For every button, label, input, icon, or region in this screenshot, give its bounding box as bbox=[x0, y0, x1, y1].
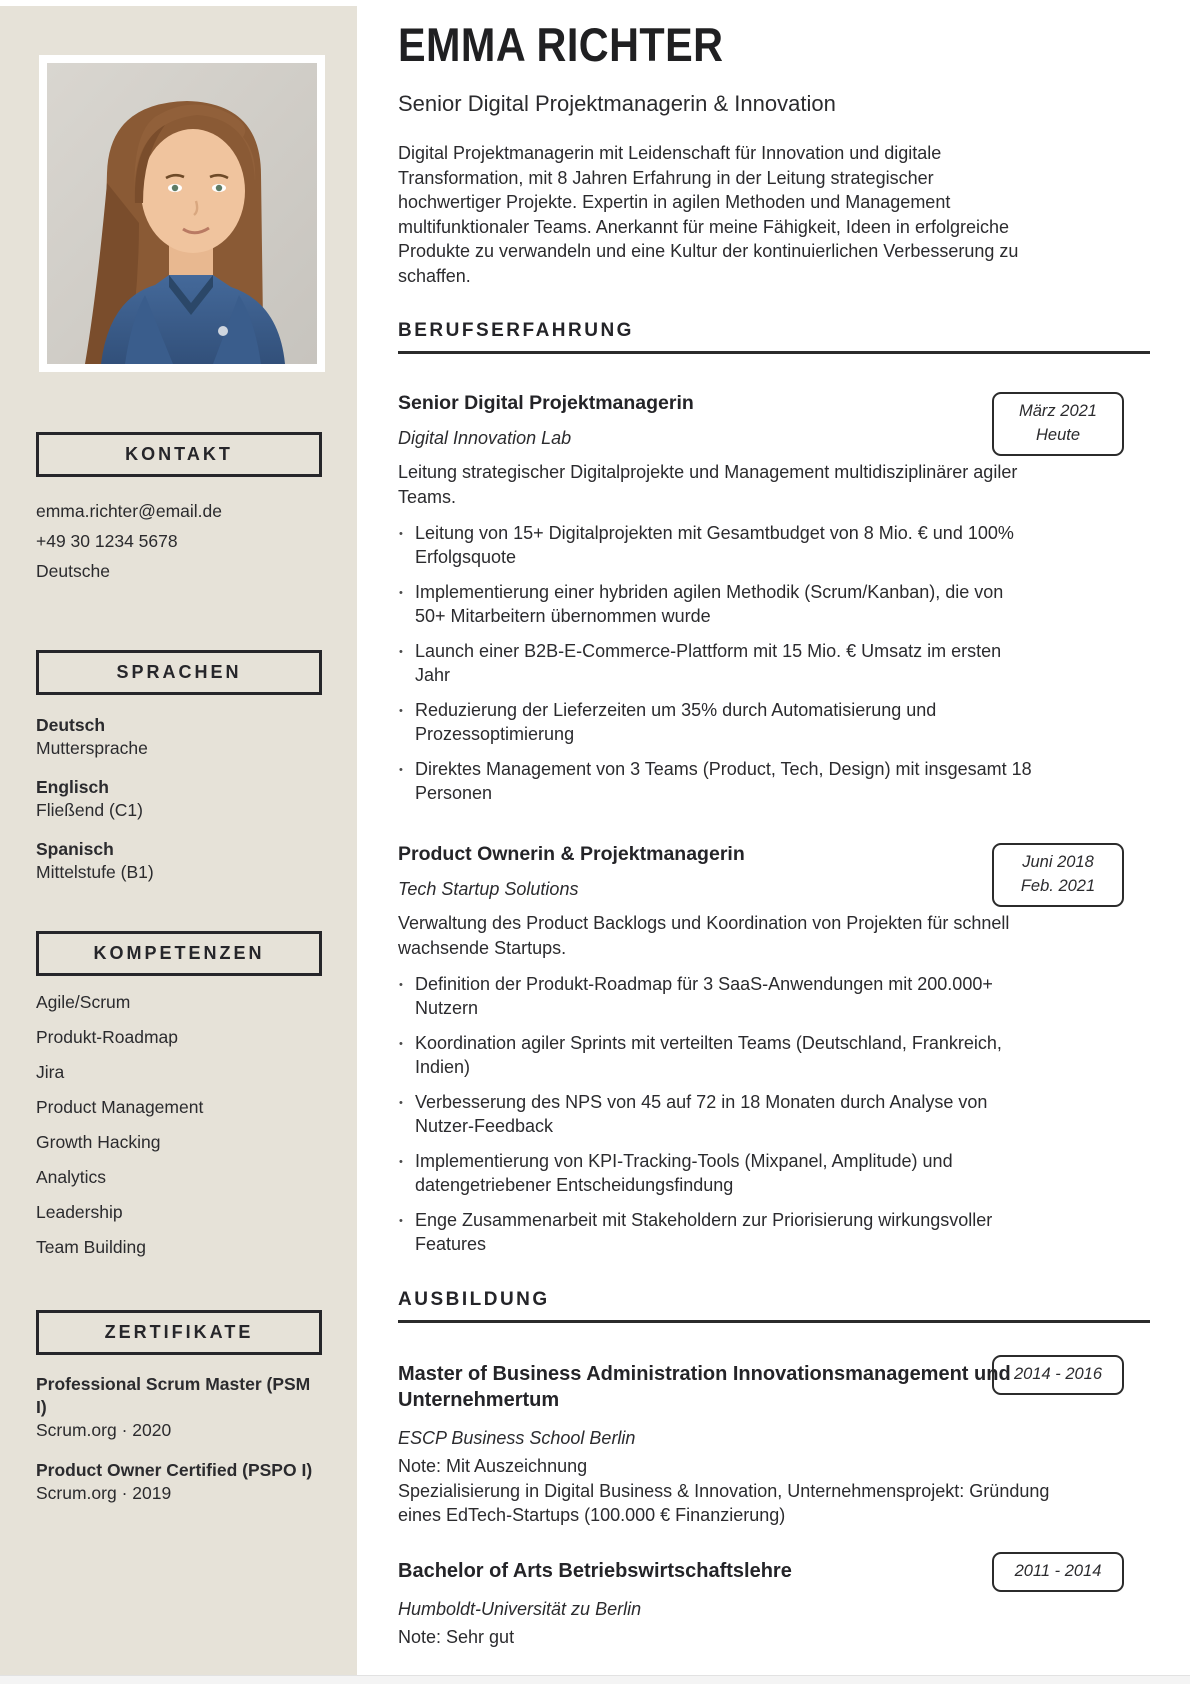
skills-section-title: KOMPETENZEN bbox=[36, 931, 322, 976]
education-degree: Bachelor of Arts Betriebswirtschaftslehre bbox=[398, 1559, 792, 1582]
certificate-name: Professional Scrum Master (PSM I) bbox=[36, 1374, 311, 1417]
certificate-item bbox=[36, 1373, 322, 1441]
education-dates: 2014 - 2016 bbox=[1013, 1364, 1103, 1383]
job-bullets bbox=[398, 973, 1150, 1256]
skill-item: Team Building bbox=[36, 1237, 146, 1258]
language-name: Deutsch bbox=[36, 715, 106, 736]
skill-item: Jira bbox=[36, 1062, 65, 1083]
job-bullet: • Verbesserung des NPS von 45 auf 72 in 18 Monaten durch Analyse von Nutzer-Feedback bbox=[398, 1091, 1035, 1139]
job-bullet: • Reduzierung der Lieferzeiten um 35% durch Automatisierung und Prozessoptimierung bbox=[398, 699, 1035, 747]
experience-section-title: BERUFSERFAHRUNG bbox=[398, 320, 1150, 354]
profile-summary: Digital Projektmanagerin mit Leidenschaft für Innovation und digitale Transformation, mit 8 Jahren Erfahrung in der Leitung strategischer hochwertiger Projekte. Expertin in agilen Methoden und Management multifunktionaler Teams. Anerkannt für meine Fähigkeit, Ideen in erfolgreiche Produkte zu verwandeln und eine Kultur der kontinuierlichen Verbesserung zu schaffen. bbox=[398, 143, 1019, 286]
job-entry bbox=[398, 392, 1150, 805]
skill-item: Analytics bbox=[36, 1167, 107, 1188]
job-bullet: • Definition der Produkt-Roadmap für 3 SaaS-Anwendungen mit 200.000+ Nutzern bbox=[398, 973, 1035, 1021]
page-edge bbox=[0, 1675, 1190, 1684]
job-bullet: • Leitung von 15+ Digitalprojekten mit Gesamtbudget von 8 Mio. € und 100% Erfolgsquote bbox=[398, 522, 1035, 570]
language-item bbox=[36, 777, 322, 821]
job-company: Tech Startup Solutions bbox=[398, 879, 579, 900]
contact-email: emma.richter@email.de bbox=[36, 501, 223, 521]
contact-nationality: Deutsche bbox=[36, 560, 110, 581]
certificate-detail: Scrum.org · 2019 bbox=[36, 1483, 172, 1504]
candidate-name bbox=[398, 20, 1150, 69]
job-company: Digital Innovation Lab bbox=[398, 428, 572, 449]
languages-list bbox=[36, 715, 322, 883]
job-bullet: • Direktes Management von 3 Teams (Product, Tech, Design) mit insgesamt 18 Personen bbox=[398, 758, 1035, 806]
education-details: Spezialisierung in Digital Business & Innovation, Unternehmensprojekt: Gründung eines EdTech-Startups (100.000 € Finanzierung) bbox=[398, 1480, 1050, 1526]
job-description: Verwaltung des Product Backlogs und Koordination von Projekten für schnell wachsende Startups. bbox=[398, 913, 1010, 958]
contact-section-title: KONTAKT bbox=[36, 432, 322, 477]
education-date-badge bbox=[992, 1552, 1124, 1592]
education-date-badge bbox=[992, 1355, 1124, 1395]
skill-item: Produkt-Roadmap bbox=[36, 1027, 179, 1048]
education-dates: 2011 - 2014 bbox=[1014, 1561, 1102, 1580]
language-level: Mittelstufe (B1) bbox=[36, 862, 154, 883]
certificate-name: Product Owner Certified (PSPO I) bbox=[36, 1460, 313, 1481]
job-bullet: • Implementierung von KPI-Tracking-Tools (Mixpanel, Amplitude) und datengetriebener Entscheidungsfindung bbox=[398, 1150, 1035, 1198]
job-date-start: Juni 2018 bbox=[1022, 853, 1094, 872]
language-level: Fließend (C1) bbox=[36, 800, 143, 821]
certificate-detail: Scrum.org · 2020 bbox=[36, 1420, 172, 1441]
language-name: Englisch bbox=[36, 777, 109, 798]
languages-section-title: SPRACHEN bbox=[36, 650, 322, 695]
job-date-start: März 2021 bbox=[1019, 402, 1097, 421]
job-bullet: • Enge Zusammenarbeit mit Stakeholdern zur Priorisierung wirkungsvoller Features bbox=[398, 1209, 1035, 1257]
contact-lines bbox=[36, 497, 322, 586]
skill-item: Agile/Scrum bbox=[36, 992, 131, 1013]
job-date-badge bbox=[992, 843, 1124, 907]
language-name: Spanisch bbox=[36, 839, 114, 860]
language-item bbox=[36, 715, 322, 759]
profile-photo-illustration bbox=[47, 63, 317, 364]
certificate-item bbox=[36, 1459, 322, 1504]
job-date-end: Heute bbox=[1035, 426, 1081, 445]
job-bullet: • Koordination agiler Sprints mit verteilten Teams (Deutschland, Frankreich, Indien) bbox=[398, 1032, 1035, 1080]
skills-list bbox=[36, 992, 322, 1258]
candidate-headline: Senior Digital Projektmanagerin & Innovation bbox=[398, 91, 836, 117]
skill-item: Growth Hacking bbox=[36, 1132, 161, 1153]
language-level: Muttersprache bbox=[36, 738, 148, 759]
contact-phone: +49 30 1234 5678 bbox=[36, 530, 178, 551]
education-degree: Master of Business Administration Innovationsmanagement und Unternehmertum bbox=[398, 1362, 1011, 1411]
profile-photo bbox=[39, 55, 325, 372]
education-grade: Note: Sehr gut bbox=[398, 1626, 515, 1647]
education-grade: Note: Mit Auszeichnung bbox=[398, 1455, 588, 1476]
education-entry bbox=[398, 1558, 1150, 1648]
job-entry bbox=[398, 843, 1150, 1256]
job-date-badge bbox=[992, 392, 1124, 456]
sidebar bbox=[0, 6, 357, 1676]
job-bullet: • Launch einer B2B-E-Commerce-Plattform mit 15 Mio. € Umsatz im ersten Jahr bbox=[398, 640, 1035, 688]
language-item bbox=[36, 839, 322, 883]
education-section-title: AUSBILDUNG bbox=[398, 1289, 1150, 1323]
job-bullets bbox=[398, 522, 1150, 805]
education-school: ESCP Business School Berlin bbox=[398, 1427, 636, 1448]
certificates-list bbox=[36, 1373, 322, 1504]
job-title: Senior Digital Projektmanagerin bbox=[398, 392, 694, 415]
education-entry bbox=[398, 1361, 1150, 1528]
job-title: Product Ownerin & Projektmanagerin bbox=[398, 843, 745, 866]
job-description: Leitung strategischer Digitalprojekte und Management multidisziplinärer agiler Teams. bbox=[398, 462, 1018, 507]
certificates-section-title: ZERTIFIKATE bbox=[36, 1310, 322, 1355]
job-bullet: • Implementierung einer hybriden agilen Methodik (Scrum/Kanban), die von 50+ Mitarbeitern übernommen wurde bbox=[398, 581, 1035, 629]
skill-item: Leadership bbox=[36, 1202, 123, 1223]
candidate-name-text: EMMA RICHTER bbox=[398, 18, 724, 71]
main-content bbox=[357, 0, 1190, 1648]
job-date-end: Feb. 2021 bbox=[1020, 877, 1096, 896]
education-school: Humboldt-Universität zu Berlin bbox=[398, 1598, 642, 1619]
skill-item: Product Management bbox=[36, 1097, 204, 1118]
